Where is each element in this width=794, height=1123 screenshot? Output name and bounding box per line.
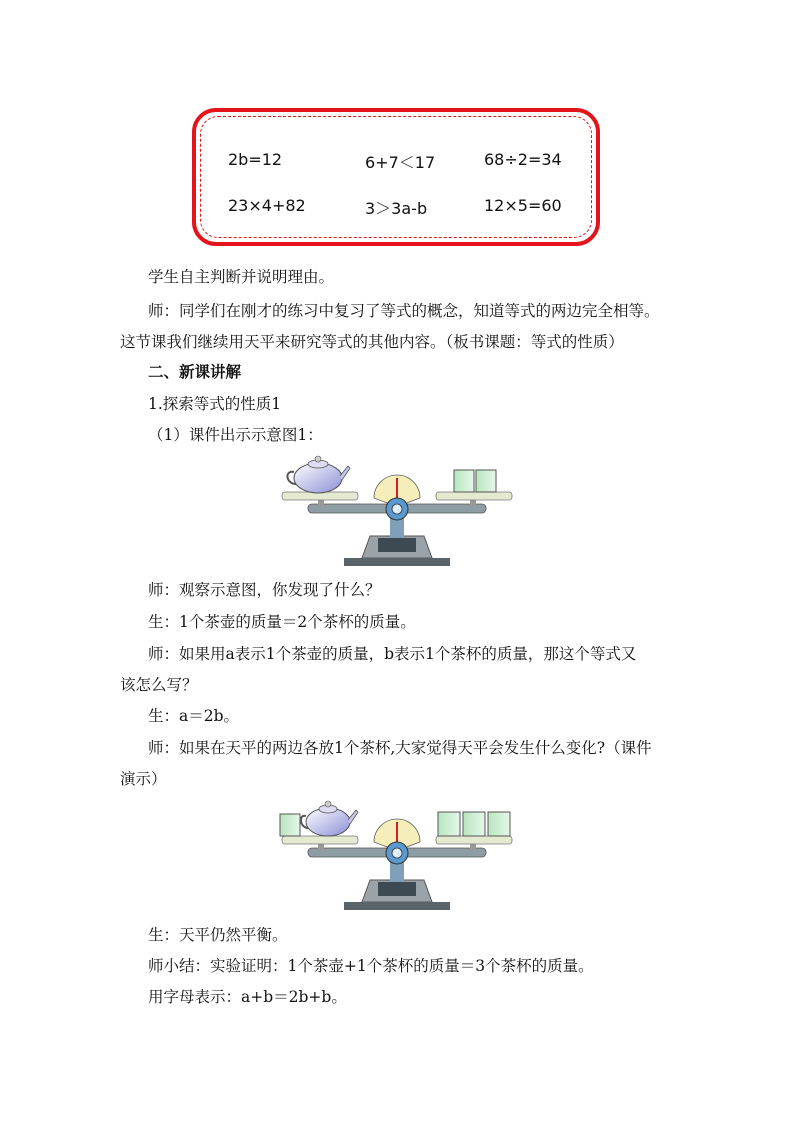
balance-figure-2 <box>278 796 516 912</box>
expr-1-1: 2b=12 <box>228 150 283 169</box>
line-15: 师小结：实验证明：1个茶壶+1个茶杯的质量＝3个茶杯的质量。 <box>148 957 594 975</box>
balance-figure-1 <box>278 452 516 568</box>
expr-2-3: 12×5=60 <box>484 196 562 215</box>
line-5: 1.探索等式的性质1 <box>148 395 282 413</box>
line-9: 师：如果用a表示1个茶壶的质量，b表示1个茶杯的质量，那这个等式又 <box>148 645 637 663</box>
exercise-box <box>192 108 600 246</box>
expr-2-2: 3＞3a-b <box>365 199 428 218</box>
line-13: 演示） <box>120 770 167 788</box>
line-10: 该怎么写？ <box>120 676 198 694</box>
expr-1-3: 68÷2=34 <box>484 150 562 169</box>
section-heading: 二、新课讲解 <box>148 362 242 381</box>
line-14: 生：天平仍然平衡。 <box>148 926 288 944</box>
line-6: （1）课件出示示意图1： <box>148 426 323 444</box>
line-2: 师：同学们在刚才的练习中复习了等式的概念，知道等式的两边完全相等。 <box>148 302 660 320</box>
line-7: 师：观察示意图，你发现了什么？ <box>148 581 381 599</box>
line-12: 师：如果在天平的两边各放1个茶杯,大家觉得天平会发生什么变化?（课件 <box>148 739 652 757</box>
expr-2-1: 23×4+82 <box>228 196 306 215</box>
line-3: 这节课我们继续用天平来研究等式的其他内容。（板书课题：等式的性质） <box>120 333 624 351</box>
line-16: 用字母表示：a+b＝2b+b。 <box>148 988 347 1006</box>
line-11: 生：a＝2b。 <box>148 707 240 725</box>
expr-1-2: 6+7＜17 <box>365 153 436 172</box>
line-8: 生：1个茶壶的质量＝2个茶杯的质量。 <box>148 613 416 631</box>
line-1: 学生自主判断并说明理由。 <box>148 268 335 286</box>
